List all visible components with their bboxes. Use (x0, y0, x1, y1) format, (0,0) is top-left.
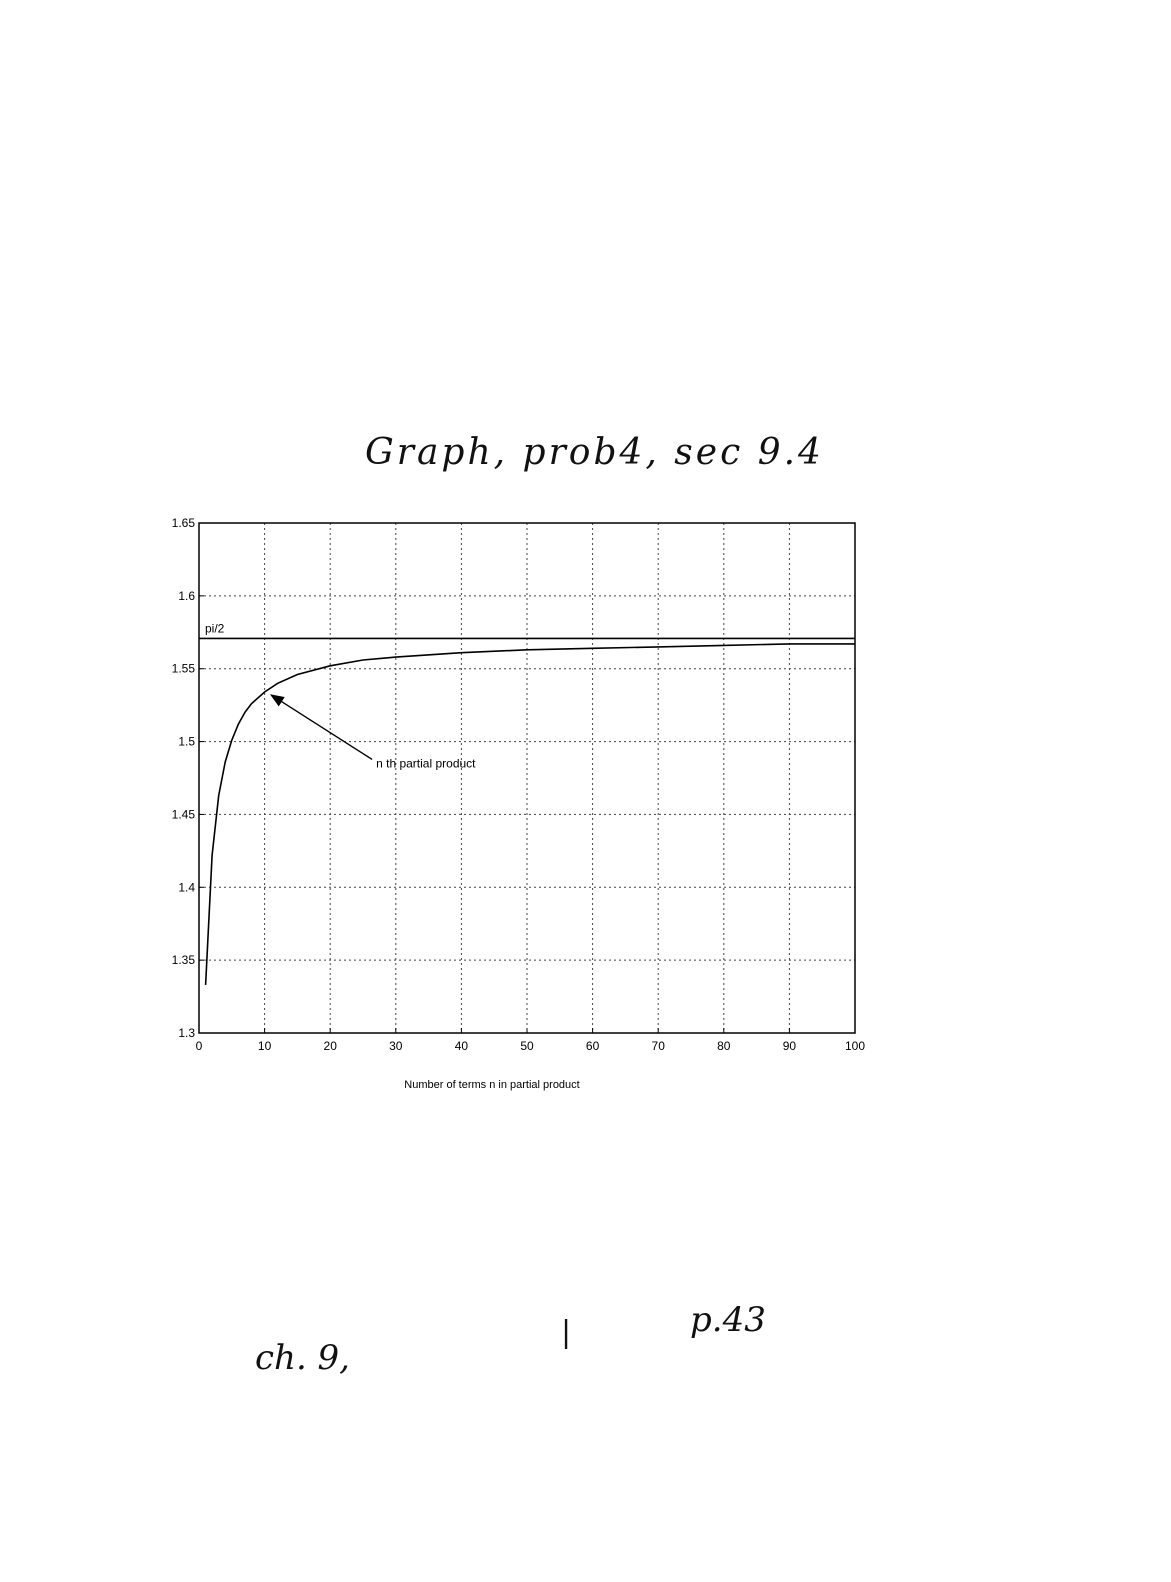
reference-line-label: pi/2 (205, 621, 225, 636)
x-tick-label: 40 (454, 1039, 469, 1053)
handwritten-page-number: p.43 (690, 1300, 766, 1340)
y-tick-label: 1.65 (171, 516, 195, 530)
x-tick-label: 30 (389, 1039, 403, 1053)
y-tick-label: 1.35 (171, 953, 195, 968)
x-tick-label: 70 (651, 1039, 665, 1053)
x-axis-label: Number of terms n in partial product (404, 1079, 580, 1091)
y-tick-label: 1.55 (171, 661, 195, 676)
x-tick-label: 10 (257, 1039, 272, 1053)
x-tick-label: 90 (782, 1039, 797, 1053)
handwritten-mark: | (561, 1315, 572, 1350)
handwritten-chapter: ch. 9, (255, 1338, 350, 1378)
x-tick-label: 80 (717, 1039, 731, 1053)
annotation-arrow (271, 695, 372, 759)
y-tick-label: 1.5 (178, 734, 195, 749)
annotation-label: n th partial product (376, 756, 476, 771)
y-tick-label: 1.6 (178, 588, 195, 603)
x-tick-label: 100 (844, 1039, 866, 1053)
handwritten-title: Graph, prob4, sec 9.4 (365, 432, 824, 473)
x-tick-label: 50 (520, 1039, 534, 1053)
y-tick-label: 1.4 (178, 880, 195, 895)
y-tick-label: 1.3 (178, 1026, 195, 1040)
y-tick-label: 1.45 (171, 807, 195, 822)
x-tick-label: 20 (323, 1039, 337, 1053)
x-tick-label: 0 (195, 1039, 203, 1053)
x-tick-label: 60 (585, 1039, 600, 1053)
